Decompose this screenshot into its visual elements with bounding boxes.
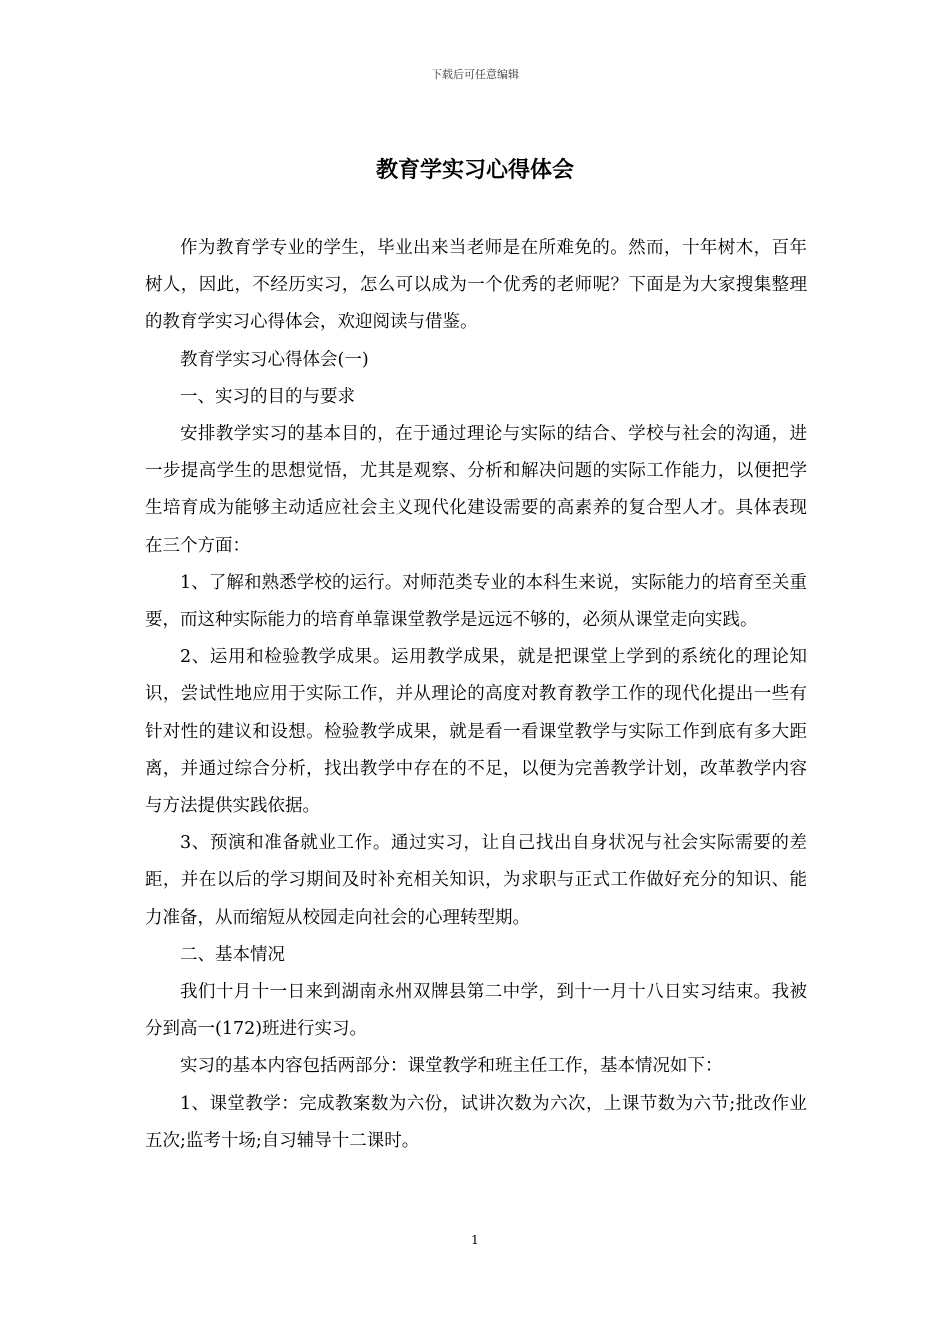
paragraph: 实习的基本内容包括两部分：课堂教学和班主任工作，基本情况如下： (180, 1056, 723, 1077)
paragraph: 安排教学实习的基本目的，在于通过理论与实际的结合、学校与社会的沟通，进一步提高学生的思想觉悟，尤其是观察、分析和解决问题的实际工作能力，以便把学生培育成为能够主动适应社会主义现代化建设需要的高素养的复合型人才。具体表现在三个方面： (145, 424, 807, 556)
paragraph: 1、了解和熟悉学校的运行。对师范类专业的本科生来说，实际能力的培育至关重要，而这种实际能力的培育单靠课堂教学是远远不够的，必须从课堂走向实践。 (145, 572, 807, 631)
document-body (145, 230, 807, 1160)
paragraph: 作为教育学专业的学生，毕业出来当老师是在所难免的。然而，十年树木，百年树人，因此，不经历实习，怎么可以成为一个优秀的老师呢？下面是为大家搜集整理的教育学实习心得体会，欢迎阅读与借鉴。 (145, 238, 807, 333)
paragraph: 二、基本情况 (180, 944, 285, 965)
paragraph: 我们十月十一日来到湖南永州双牌县第二中学，到十一月十八日实习结束。我被分到高一(172)班进行实习。 (145, 982, 807, 1040)
paragraph: 3、预演和准备就业工作。通过实习，让自己找出自身状况与社会实际需要的差距，并在以后的学习期间及时补充相关知识，为求职与正式工作做好充分的知识、能力准备，从而缩短从校园走向社会的心理转型期。 (145, 833, 807, 928)
paragraph: 一、实习的目的与要求 (180, 386, 355, 407)
paragraph: 教育学实习心得体会(一) (180, 349, 369, 370)
paragraph: 1、课堂教学：完成教案数为六份，试讲次数为六次，上课节数为六节;批改作业五次;监考十场;自习辅导十二课时。 (145, 1093, 807, 1151)
header-note: 下载后可任意编辑 (431, 68, 519, 81)
paragraph: 2、运用和检验教学成果。运用教学成果，就是把课堂上学到的系统化的理论知识，尝试性地应用于实际工作，并从理论的高度对教育教学工作的现代化提出一些有针对性的建议和设想。检验教学成果，就是看一看课堂教学与实际工作到底有多大距离，并通过综合分析，找出教学中存在的不足，以便为完善教学计划，改革教学内容与方法提供实践依据。 (145, 647, 807, 817)
page-title: 教育学实习心得体会 (375, 157, 574, 183)
page-number: 1 (471, 1233, 479, 1247)
